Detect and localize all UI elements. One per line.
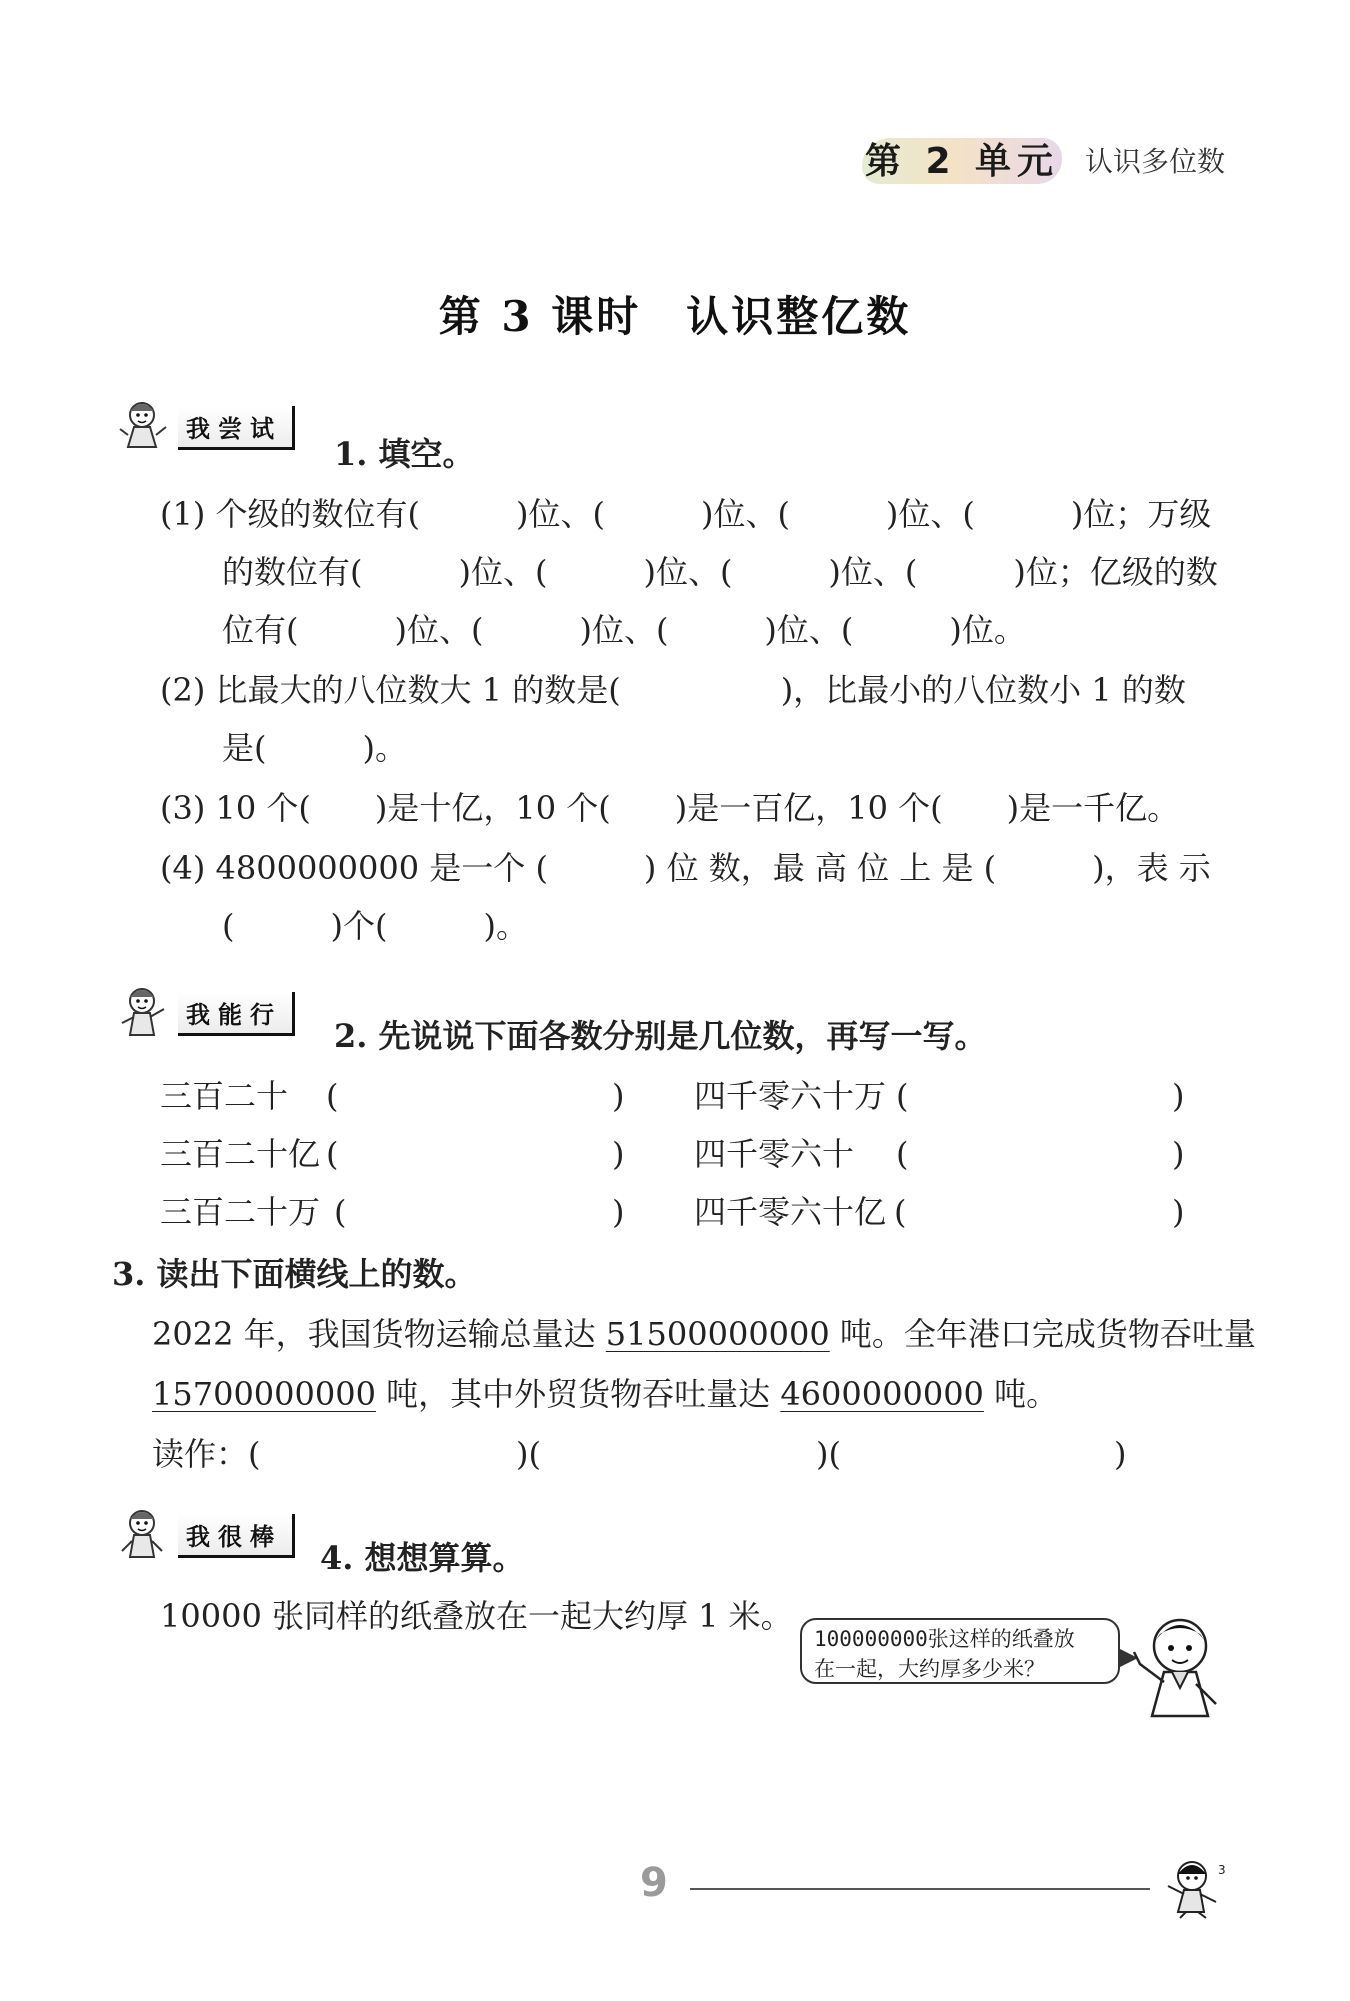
- section-tag-great: [118, 1516, 295, 1556]
- q2-right-1: 四千零六十万: [694, 1077, 887, 1115]
- unit-subtitle: 认识多位数: [1085, 145, 1226, 178]
- q3-line1-b: 吨。全年港口完成货物吞吐量: [829, 1315, 1256, 1353]
- q1-p1-line1: (1) 个级的数位有( )位、( )位、( )位、( )位；万级: [160, 495, 1212, 533]
- q2-left-2: 三百二十亿: [160, 1135, 321, 1173]
- q1-title: [334, 434, 475, 474]
- q2-left-1: 三百二十: [160, 1077, 289, 1115]
- speech-bubble: [800, 1618, 1120, 1684]
- girl-mascot-icon: [118, 983, 172, 1045]
- page-number: 9: [640, 1860, 668, 1906]
- q2-close-paren: ): [1172, 1077, 1185, 1115]
- q2-left-3: 三百二十万: [160, 1193, 321, 1231]
- q3-read-end: ): [1114, 1435, 1127, 1473]
- q2-close-paren: ): [1172, 1193, 1185, 1231]
- q1-p1-line3: 位有( )位、( )位、( )位、( )位。: [222, 611, 1026, 649]
- q2-close-paren: ): [1172, 1135, 1185, 1173]
- q2-title-text: 2. 先说说下面各数分别是几位数，再写一写。: [334, 1017, 987, 1055]
- section-tag-can-label: 我能行: [178, 992, 295, 1036]
- q2-open-paren: (: [326, 1135, 339, 1173]
- q3-read-label: 读作：(: [152, 1435, 261, 1473]
- q2-open-paren: (: [896, 1135, 909, 1173]
- q2-open-paren: (: [334, 1193, 347, 1231]
- q3-title: [112, 1254, 477, 1294]
- q1-p2-line2: 是( )。: [222, 729, 407, 767]
- q4-title: [320, 1538, 525, 1578]
- q1-p4-line2: ( )个( )。: [222, 907, 528, 945]
- q3-line1-a: 2022 年，我国货物运输总量达: [152, 1315, 606, 1353]
- q2-close-paren: ): [612, 1193, 625, 1231]
- footer-rule: [690, 1888, 1150, 1890]
- svg-text:3: 3: [1218, 1863, 1226, 1877]
- unit-badge-text: 第 2 单元: [864, 140, 1060, 182]
- q3-line1: [152, 1314, 1256, 1354]
- q3-foreign-trade-number: 4600000000: [780, 1375, 984, 1413]
- q4-title-text: 4. 想想算算。: [320, 1539, 525, 1577]
- q1-p3: (3) 10 个( )是十亿，10 个( )是一百亿，10 个( )是一千亿。: [160, 789, 1180, 827]
- q2-right-2: 四千零六十: [694, 1135, 855, 1173]
- bubble-line-2: 在一起，大约厚多少米？: [814, 1657, 1045, 1681]
- q4-statement: 10000 张同样的纸叠放在一起大约厚 1 米。: [160, 1597, 793, 1635]
- section-tag-great-label: 我很棒: [178, 1514, 295, 1558]
- q2-open-paren: (: [896, 1077, 909, 1115]
- girl-mascot-icon: [118, 1505, 172, 1567]
- q3-read-mid1: )(: [516, 1435, 541, 1473]
- q1-p1-line2: 的数位有( )位、( )位、( )位、( )位；亿级的数: [222, 553, 1218, 591]
- q2-open-paren: (: [326, 1077, 339, 1115]
- q3-title-text: 3. 读出下面横线上的数。: [112, 1255, 477, 1293]
- girl-mascot-icon: [118, 397, 172, 459]
- q1-p2-line1: (2) 比最大的八位数大 1 的数是( )，比最小的八位数小 1 的数: [160, 671, 1186, 709]
- q3-freight-number: 51500000000: [605, 1315, 830, 1353]
- section-tag-can: [118, 994, 295, 1034]
- q3-port-number: 15700000000: [152, 1375, 376, 1413]
- section-tag-try-label: 我尝试: [178, 406, 295, 450]
- lesson-title: 第 3 课时 认识整亿数: [438, 292, 912, 341]
- section-tag-try: [118, 408, 295, 448]
- bubble-line-1: 100000000张这样的纸叠放: [814, 1627, 1075, 1651]
- boy-mascot-icon: [1130, 1612, 1230, 1726]
- unit-badge: [862, 132, 1062, 184]
- running-kid-icon: [1160, 1856, 1230, 1924]
- q3-read-mid2: )(: [816, 1435, 841, 1473]
- q2-title: [334, 1016, 987, 1056]
- q3-line2-a: 吨，其中外贸货物吞吐量达: [375, 1375, 781, 1413]
- q2-right-3: 四千零六十亿: [694, 1193, 887, 1231]
- q2-close-paren: ): [612, 1135, 625, 1173]
- q2-open-paren: (: [894, 1193, 907, 1231]
- q1-title-text: 1. 填空。: [334, 435, 475, 473]
- q3-line2: [152, 1374, 1058, 1414]
- q1-p4-line1: (4) 4800000000 是一个 ( ) 位 数，最 高 位 上 是 ( )，表 示: [160, 849, 1211, 887]
- q2-close-paren: ): [612, 1077, 625, 1115]
- q3-line2-b: 吨。: [983, 1375, 1059, 1413]
